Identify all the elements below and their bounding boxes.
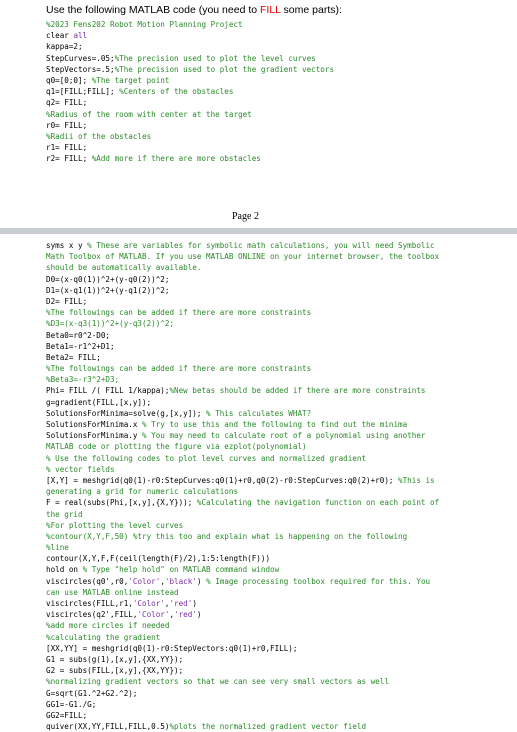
code-comment: %The followings can be added if there are more constraints	[46, 364, 312, 374]
code-string: 'red'	[174, 610, 197, 620]
page-2-excerpt	[0, 234, 517, 732]
code-line	[46, 676, 439, 687]
code-text: D0=(x-q0(1))^2+(y-q0(2))^2;	[46, 274, 170, 284]
code-line	[46, 397, 439, 408]
code-comment: %add more circles if needed	[46, 621, 170, 631]
code-comment: %The precision used to plot the gradient vectors	[114, 64, 335, 74]
code-text: Phi= FILL /( FILL 1/kappa);	[46, 386, 170, 396]
code-text: kappa=2;	[46, 42, 83, 52]
code-line	[46, 330, 439, 341]
code-line	[46, 408, 439, 419]
code-text: F = real(subs(Phi,[x,y],{X,Y}));	[46, 498, 197, 508]
code-line	[46, 41, 334, 52]
code-comment: %Radius of the room with center at the target	[46, 109, 252, 119]
code-line	[46, 251, 439, 262]
code-string: 'black'	[164, 576, 197, 586]
code-line	[46, 274, 439, 285]
code-line	[46, 262, 439, 273]
code-line	[46, 341, 439, 352]
code-line	[46, 64, 334, 75]
code-text: syms x y	[46, 241, 88, 250]
code-text: Beta1=-r1^2+D1;	[46, 341, 115, 351]
matlab-code-block-bottom	[46, 240, 439, 732]
code-text: q0=[0;0];	[46, 75, 92, 85]
code-line	[46, 576, 439, 587]
code-line	[46, 352, 439, 363]
code-comment: % Try to use this and the following to find out the minima	[142, 420, 408, 429]
code-text: quiver(XX,YY,FILL,FILL,0.5)	[46, 722, 170, 732]
code-line	[46, 86, 334, 97]
code-text: )	[196, 610, 202, 620]
code-comment: %2023 Fens202 Robot Motion Planning Project	[46, 20, 243, 29]
code-line	[46, 520, 439, 531]
code-line	[46, 307, 439, 318]
code-text: q1=[FILL;FILL];	[46, 87, 120, 97]
code-text: SolutionsForMinima.y	[46, 431, 143, 441]
code-text: r1= FILL;	[46, 143, 88, 153]
code-line	[46, 53, 334, 64]
code-text: ,	[169, 610, 175, 620]
code-text: GG1=-G1./G;	[46, 699, 97, 709]
code-string: 'Color'	[132, 599, 165, 608]
code-line	[46, 19, 334, 30]
code-text: hold on	[46, 565, 83, 575]
code-text: D2= FILL;	[46, 296, 88, 306]
code-comment: % You may need to calculate root of a polynomial using another	[142, 431, 426, 441]
code-comment: %normalizing gradient vectors so that we can see very small vectors as well	[46, 677, 389, 687]
page-1-excerpt	[0, 0, 517, 228]
code-text: G2 = subs(FILL,[x,y],{XX,YY});	[46, 666, 184, 676]
code-line	[46, 632, 439, 643]
code-line	[46, 710, 439, 721]
code-line	[46, 75, 334, 86]
code-text: StepVectors=.5;	[46, 64, 115, 74]
code-line	[46, 30, 334, 41]
code-line	[46, 318, 439, 329]
code-text: ,	[160, 576, 165, 586]
code-text: )	[192, 599, 197, 608]
code-line	[46, 598, 439, 609]
code-line	[46, 553, 439, 564]
code-line	[46, 453, 439, 464]
code-comment: %The target point	[91, 75, 170, 85]
code-text: [X,Y] = meshgrid(q0(1)-r0:StepCurves:q0(1)+r0,q0(2)-r0:StepCurves:q0(2)+r0);	[46, 475, 399, 485]
code-line	[46, 643, 439, 654]
code-line	[46, 296, 439, 307]
code-text: q2= FILL;	[46, 98, 88, 108]
instructions-heading	[46, 4, 342, 16]
heading-prefix: Use the following MATLAB code (you need to	[46, 4, 261, 16]
code-comment: generating a grid for numeric calculations	[46, 487, 239, 497]
code-line	[46, 153, 334, 164]
code-line	[46, 131, 334, 142]
code-line	[46, 497, 439, 508]
code-line	[46, 721, 439, 732]
code-line	[46, 654, 439, 665]
code-comment: % These are variables for symbolic math calculations, you will need Symbolic	[87, 241, 435, 250]
code-line	[46, 419, 439, 430]
code-line	[46, 486, 439, 497]
code-text: G=sqrt(G1.^2+G2.^2);	[46, 688, 138, 698]
code-line	[46, 374, 439, 385]
code-comment: %plots the normalized gradient vector field	[169, 722, 367, 732]
code-line	[46, 620, 439, 631]
code-comment: %The precision used to plot the level curves	[114, 53, 316, 63]
code-line	[46, 564, 439, 575]
code-text: r0= FILL;	[46, 120, 88, 130]
code-comment: % vector fields	[46, 464, 115, 474]
code-comment: % Image processing toolbox required for this. You	[206, 576, 431, 586]
code-text: )	[196, 576, 207, 586]
page-number: Page 2	[232, 211, 259, 222]
code-line	[46, 509, 439, 520]
code-line	[46, 109, 334, 120]
code-comment: Math Toolbox of MATLAB. If you use MATLAB ONLINE on your internet browser, the toolbox	[46, 252, 440, 262]
code-comment: %calculating the gradient	[46, 632, 161, 642]
code-comment: should be automatically available.	[46, 263, 202, 273]
code-text: clear	[46, 31, 74, 41]
code-line	[46, 363, 439, 374]
code-string: 'Color'	[137, 610, 170, 620]
code-text: Beta0=r0^2-D0;	[46, 330, 111, 340]
code-line	[46, 430, 439, 441]
code-line	[46, 542, 439, 553]
code-comment: %Beta3=-r3^2+D3;	[46, 375, 120, 385]
code-comment: %The followings can be added if there are more constraints	[46, 308, 312, 318]
code-text: SolutionsForMinima=solve(g,[x,y]);	[46, 408, 207, 418]
code-line	[46, 120, 334, 131]
code-comment: %Add more if there are more obstacles	[91, 154, 261, 164]
code-line	[46, 97, 334, 108]
code-line	[46, 665, 439, 676]
code-comment: %Calculating the navigation function on each point of	[196, 498, 440, 508]
heading-suffix: some parts):	[280, 4, 342, 16]
code-line	[46, 688, 439, 699]
matlab-code-block-top	[46, 19, 334, 164]
code-comment: %contour(X,Y,F,50) %try this too and explain what is happening on the following	[46, 531, 408, 541]
code-text: viscircles(FILL,r1,	[46, 599, 133, 608]
code-text: g=gradient(FILL,[x,y]);	[46, 397, 152, 407]
code-comment: %For plotting the level curves	[46, 520, 184, 530]
code-comment: % Use the following codes to plot level curves and normalized gradient	[46, 453, 367, 463]
code-comment: %line	[46, 543, 69, 553]
code-line	[46, 609, 439, 620]
code-comment: can use MATLAB online instead	[46, 587, 179, 597]
code-comment: % This calculates WHAT?	[206, 408, 312, 418]
code-text: r2= FILL;	[46, 154, 92, 164]
code-string: 'red'	[169, 599, 193, 608]
code-text: viscircles(q2',FILL,	[46, 610, 138, 620]
code-line	[46, 464, 439, 475]
code-line	[46, 285, 439, 296]
code-comment: %This is	[398, 475, 435, 485]
code-comment: %New betas should be added if there are more constraints	[169, 386, 426, 396]
code-text: G1 = subs(g(1),[x,y],{XX,YY});	[46, 654, 184, 664]
code-line	[46, 699, 439, 710]
code-comment: %Radii of the obstacles	[46, 131, 152, 141]
code-comment: % Type "help hold" on MATLAB command window	[82, 565, 280, 575]
code-line	[46, 441, 439, 452]
code-string: all	[73, 31, 88, 41]
code-line	[46, 240, 439, 251]
code-text: [XX,YY] = meshgrid(q0(1)-r0:StepVectors:q0(1)+r0,FILL);	[46, 643, 298, 653]
code-line	[46, 587, 439, 598]
code-comment: %D3=(x-q3(1))^2+(y-q3(2))^2;	[46, 319, 175, 329]
code-line	[46, 385, 439, 396]
code-text: ,	[164, 599, 170, 608]
code-comment: MATLAB code or plotting the figure via ezplot(polynomial)	[46, 442, 307, 452]
code-line	[46, 531, 439, 542]
code-comment: %Centers of the obstacles	[119, 87, 234, 97]
code-text: viscircles(q0',r0,	[46, 576, 129, 586]
code-text: Beta2= FILL;	[46, 352, 101, 362]
code-comment: the grid	[46, 509, 83, 519]
code-line	[46, 475, 439, 486]
code-string: 'Color'	[128, 576, 161, 586]
code-text: SolutionsForMinima.x	[46, 420, 143, 429]
code-text: D1=(x-q1(1))^2+(y-q1(2))^2;	[46, 285, 170, 295]
code-text: GG2=FILL;	[46, 710, 88, 720]
heading-fill-word: FILL	[260, 4, 281, 16]
code-text: StepCurves=.05;	[46, 53, 115, 63]
code-line	[46, 142, 334, 153]
code-text: contour(X,Y,F,F(ceil(length(F)/2),1:5:length(F)))	[46, 554, 271, 564]
